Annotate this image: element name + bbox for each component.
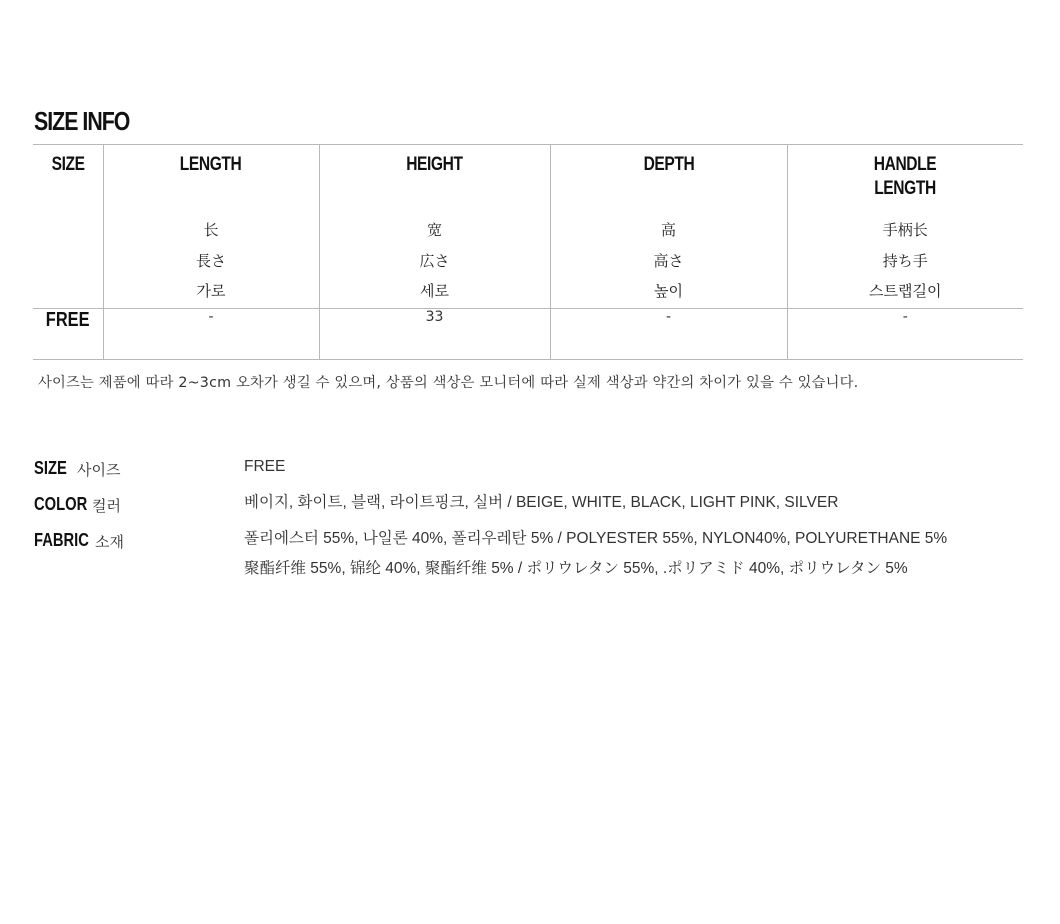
- size-info-title: SIZE INFO: [34, 106, 130, 136]
- translation-zh: 高: [660, 221, 676, 239]
- depth-value: -: [550, 309, 787, 360]
- handle-length-value: -: [787, 309, 1023, 360]
- info-label-size: SIZE: [34, 458, 67, 478]
- column-label-depth: DEPTH: [643, 154, 694, 175]
- depth-translations: [551, 215, 787, 307]
- handle-length-translations: [788, 215, 1024, 307]
- fabric-line-2: 聚酯纤维 55%, 锦纶 40%, 聚酯纤维 5% / ポリウレタン 55%, .ポリアミド 40%, ポリウレタン 5%: [244, 560, 908, 577]
- size-notice: 사이즈는 제품에 따라 2~3cm 오차가 생길 수 있으며, 상품의 색상은 모니터에 따라 실제 색상과 약간의 차이가 있을 수 있습니다.: [38, 375, 859, 391]
- info-value-fabric: [244, 524, 947, 584]
- translation-ja: 高さ: [653, 251, 684, 270]
- height-translations: [320, 215, 550, 307]
- header-cell-size: [33, 145, 103, 309]
- header-cell-handle-length: [787, 145, 1023, 309]
- column-label-height: HEIGHT: [406, 154, 463, 175]
- header-cell-depth: [550, 145, 787, 309]
- size-table-row: [33, 309, 1023, 360]
- info-label-fabric-ko: 소재: [95, 533, 124, 551]
- translation-ko: 가로: [196, 282, 226, 300]
- translation-ja: 長さ: [195, 251, 226, 270]
- translation-ja: 広さ: [419, 251, 450, 270]
- translation-ko: 높이: [654, 282, 683, 300]
- height-value: 33: [319, 309, 550, 360]
- length-value: -: [103, 309, 319, 360]
- size-table-header-row: [33, 145, 1023, 309]
- size-free-label: FREE: [45, 309, 90, 331]
- translation-ko: 세로: [420, 282, 449, 300]
- info-row-size: [34, 456, 1024, 492]
- translation-zh: 宽: [426, 221, 442, 239]
- row-label-cell: [33, 309, 103, 360]
- column-label-handle-length: HANDLE LENGTH: [874, 154, 937, 199]
- info-value-color: 베이지, 화이트, 블랙, 라이트핑크, 실버 / BEIGE, WHITE, BLACK, LIGHT PINK, SILVER: [244, 494, 839, 511]
- translation-zh: 手柄长: [882, 221, 928, 239]
- column-label-size: SIZE: [51, 154, 85, 175]
- header-cell-height: [319, 145, 550, 309]
- info-row-color: [34, 492, 1024, 528]
- length-translations: [104, 215, 319, 307]
- info-value-size: FREE: [244, 458, 286, 475]
- size-table: [33, 144, 1023, 360]
- fabric-line-1: 폴리에스터 55%, 나일론 40%, 폴리우레탄 5% / POLYESTER 55%, NYLON40%, POLYURETHANE 5%: [244, 530, 948, 547]
- translation-zh: 长: [203, 221, 219, 239]
- info-row-fabric: [34, 528, 1024, 588]
- header-cell-length: [103, 145, 319, 309]
- column-label-length: LENGTH: [180, 154, 242, 175]
- info-label-fabric: FABRIC: [34, 530, 89, 550]
- translation-ko: 스트랩길이: [869, 282, 942, 300]
- info-label-color: COLOR: [34, 494, 88, 514]
- info-label-size-ko: 사이즈: [77, 461, 121, 479]
- info-label-color-ko: 컬러: [92, 497, 121, 515]
- translation-ja: 持ち手: [882, 251, 928, 270]
- product-info: [34, 456, 1024, 588]
